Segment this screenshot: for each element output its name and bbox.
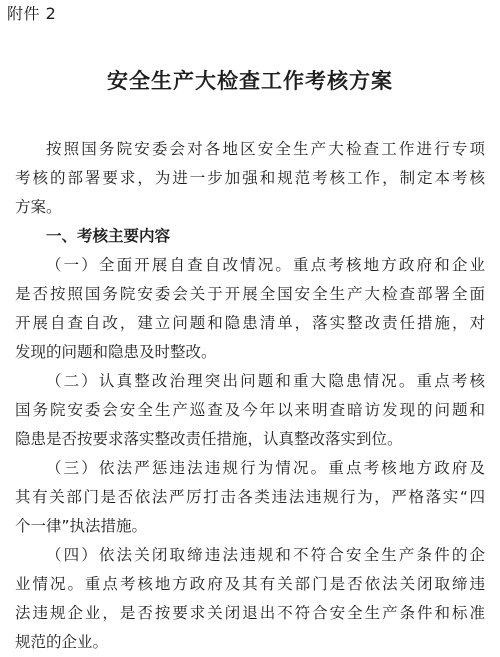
item-4-line-3: 法违规企业，是否按要求关闭退出不符合安全生产条件和标准 — [15, 604, 485, 622]
item-3-line-2: 其有关部门是否依法严厉打击各类违法违规行为，严格落实“四 — [15, 488, 485, 506]
item-3-line-3: 个一律”执法措施。 — [15, 517, 148, 535]
document-body — [15, 135, 485, 657]
paragraph-intro-line-2: 考核的部署要求，为进一步加强和规范考核工作，制定本考核 — [15, 169, 485, 187]
item-4-line-2: 业情况。重点考核地方政府及其有关部门是否依法关闭取缔违 — [15, 575, 485, 593]
item-2-line-3: 隐患是否按要求落实整改责任措施，认真整改落实到位。 — [15, 430, 403, 448]
paragraph-intro-line-3: 方案。 — [15, 198, 62, 216]
section-heading: 一、考核主要内容 — [46, 227, 171, 245]
attachment-label: 附件 2 — [7, 4, 57, 23]
item-1-line-1: （一）全面开展自查自改情况。重点考核地方政府和企业 — [46, 256, 485, 274]
item-3-line-1: （三）依法严惩违法违规行为情况。重点考核地方政府及 — [46, 459, 485, 477]
item-1-line-3: 开展自查自改，建立问题和隐患清单，落实整改责任措施，对 — [15, 314, 485, 332]
item-2-line-2: 国务院安委会安全生产巡查及今年以来明查暗访发现的问题和 — [15, 401, 485, 419]
item-1-line-4: 发现的问题和隐患及时整改。 — [15, 343, 217, 361]
document-title: 安全生产大检查工作考核方案 — [107, 69, 393, 93]
item-4-line-4: 规范的企业。 — [15, 633, 109, 651]
item-2-line-1: （二）认真整改治理突出问题和重大隐患情况。重点考核 — [46, 372, 485, 390]
item-1-line-2: 是否按照国务院安委会关于开展全国安全生产大检查部署全面 — [15, 285, 485, 303]
item-4-line-1: （四）依法关闭取缔违法违规和不符合安全生产条件的企 — [46, 546, 485, 564]
paragraph-intro-line-1: 按照国务院安委会对各地区安全生产大检查工作进行专项 — [46, 140, 485, 158]
